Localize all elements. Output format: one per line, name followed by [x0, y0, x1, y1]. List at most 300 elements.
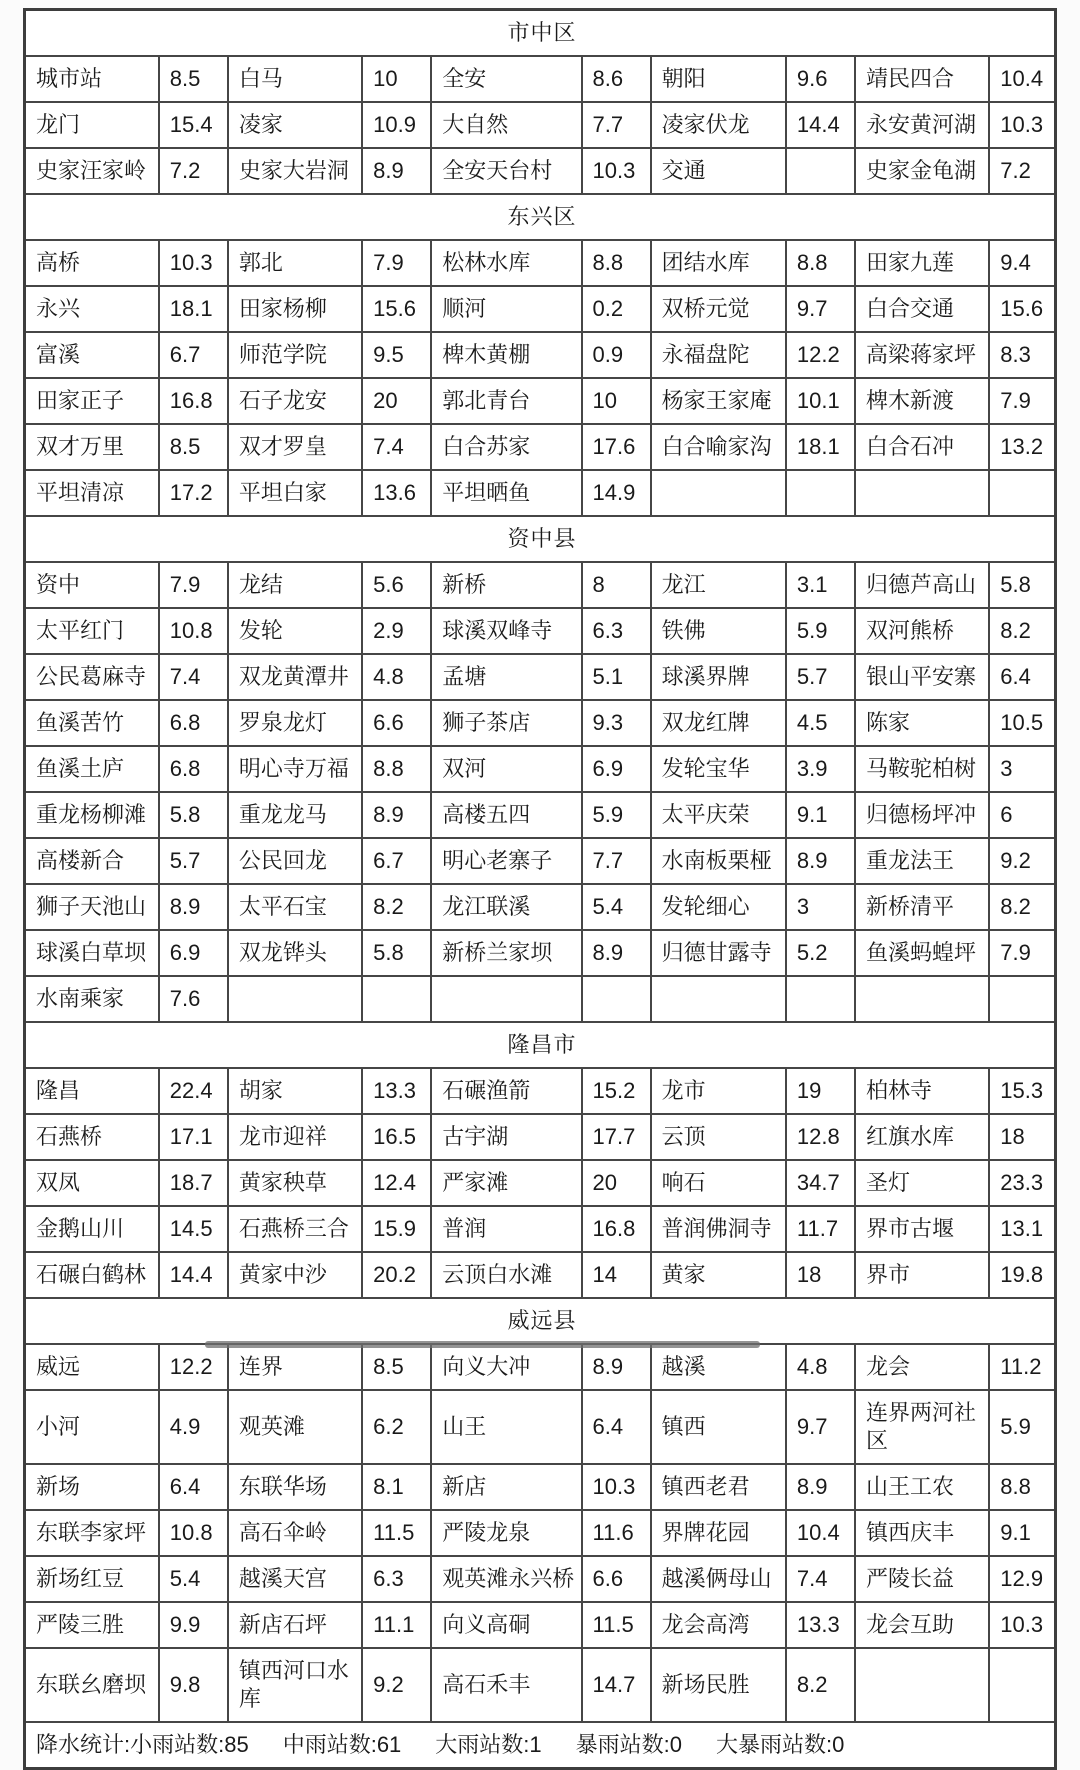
station-name-cell: 椑木黄棚	[431, 332, 581, 378]
rainfall-value-cell: 6.8	[159, 746, 228, 792]
rainfall-value-cell: 6.9	[582, 746, 651, 792]
rainfall-value-cell: 6.6	[582, 1556, 651, 1602]
station-name-cell: 镇西老君	[651, 1464, 786, 1510]
station-name-cell: 发轮细心	[651, 884, 786, 930]
station-name-cell: 高楼五四	[431, 792, 581, 838]
station-name-cell: 严陵三胜	[25, 1602, 159, 1648]
station-name-cell: 山王	[431, 1390, 581, 1464]
station-name-cell: 隆昌	[25, 1068, 159, 1114]
station-name-cell: 龙市	[651, 1068, 786, 1114]
table-row	[25, 286, 1056, 332]
station-name-cell: 全安天台村	[431, 148, 581, 194]
station-name-cell: 鱼溪蚂蝗坪	[855, 930, 989, 976]
rainfall-value-cell: 8.9	[582, 1344, 651, 1390]
rainfall-value-cell	[362, 976, 431, 1022]
station-name-cell: 孟塘	[431, 654, 581, 700]
rainfall-value-cell: 11.1	[362, 1602, 431, 1648]
station-name-cell: 重龙龙马	[228, 792, 362, 838]
rainfall-value-cell	[786, 976, 855, 1022]
station-name-cell: 太平石宝	[228, 884, 362, 930]
station-name-cell: 东联华场	[228, 1464, 362, 1510]
table-row	[25, 470, 1056, 516]
station-name-cell: 双河	[431, 746, 581, 792]
station-name-cell: 杨家王家庵	[651, 378, 786, 424]
station-name-cell: 明心老寨子	[431, 838, 581, 884]
table-row	[25, 1114, 1056, 1160]
rainfall-value-cell: 13.6	[362, 470, 431, 516]
rainfall-value-cell: 6.9	[159, 930, 228, 976]
station-name-cell: 重龙杨柳滩	[25, 792, 159, 838]
section-header-row	[25, 194, 1056, 240]
rainfall-value-cell: 7.2	[159, 148, 228, 194]
station-name-cell: 鱼溪苦竹	[25, 700, 159, 746]
rainfall-value-cell: 15.3	[989, 1068, 1055, 1114]
station-name-cell	[228, 976, 362, 1022]
table-row	[25, 1160, 1056, 1206]
rainfall-value-cell: 10.3	[159, 240, 228, 286]
summary-stat: 大雨站数:1	[435, 1732, 542, 1757]
station-name-cell: 龙会	[855, 1344, 989, 1390]
rainfall-value-cell: 10.3	[989, 102, 1055, 148]
section-title: 市中区	[25, 10, 1056, 57]
rainfall-value-cell: 12.2	[159, 1344, 228, 1390]
rainfall-value-cell: 8.6	[582, 56, 651, 102]
rainfall-value-cell: 10.3	[989, 1602, 1055, 1648]
station-name-cell: 狮子茶店	[431, 700, 581, 746]
rainfall-value-cell: 7.9	[159, 562, 228, 608]
rainfall-value-cell: 13.1	[989, 1206, 1055, 1252]
section-title: 资中县	[25, 516, 1056, 562]
station-name-cell: 史家大岩洞	[228, 148, 362, 194]
rainfall-value-cell: 6.4	[582, 1390, 651, 1464]
station-name-cell: 全安	[431, 56, 581, 102]
rainfall-value-cell: 6	[989, 792, 1055, 838]
station-name-cell: 归德芦高山	[855, 562, 989, 608]
rainfall-value-cell	[786, 148, 855, 194]
rainfall-value-cell: 8.2	[989, 884, 1055, 930]
rainfall-value-cell: 8.3	[989, 332, 1055, 378]
station-name-cell	[855, 976, 989, 1022]
table-row	[25, 838, 1056, 884]
rainfall-value-cell: 20.2	[362, 1252, 431, 1298]
station-name-cell: 龙江联溪	[431, 884, 581, 930]
rainfall-value-cell: 13.3	[786, 1602, 855, 1648]
rainfall-value-cell: 9.6	[786, 56, 855, 102]
rainfall-value-cell: 7.9	[989, 930, 1055, 976]
station-name-cell: 东联李家坪	[25, 1510, 159, 1556]
rainfall-value-cell: 9.5	[362, 332, 431, 378]
rainfall-value-cell: 7.7	[582, 838, 651, 884]
rainfall-value-cell: 15.6	[989, 286, 1055, 332]
station-name-cell: 严家滩	[431, 1160, 581, 1206]
rainfall-value-cell: 10.9	[362, 102, 431, 148]
rainfall-value-cell: 4.8	[362, 654, 431, 700]
station-name-cell: 田家正子	[25, 378, 159, 424]
rainfall-value-cell: 15.9	[362, 1206, 431, 1252]
next-content-cutoff-edge	[205, 1341, 760, 1348]
station-name-cell: 越溪俩母山	[651, 1556, 786, 1602]
table-row	[25, 332, 1056, 378]
rainfall-value-cell: 14.5	[159, 1206, 228, 1252]
rainfall-value-cell: 11.5	[582, 1602, 651, 1648]
table-row	[25, 884, 1056, 930]
station-name-cell: 新店石坪	[228, 1602, 362, 1648]
rainfall-value-cell: 6.3	[362, 1556, 431, 1602]
rainfall-value-cell: 3.1	[786, 562, 855, 608]
station-name-cell: 靖民四合	[855, 56, 989, 102]
rainfall-value-cell: 16.8	[582, 1206, 651, 1252]
rainfall-value-cell: 9.7	[786, 286, 855, 332]
rainfall-value-cell: 10.4	[989, 56, 1055, 102]
rainfall-value-cell: 8.9	[159, 884, 228, 930]
rainfall-value-cell	[582, 976, 651, 1022]
table-row	[25, 378, 1056, 424]
rainfall-value-cell: 15.6	[362, 286, 431, 332]
rainfall-value-cell: 8.9	[786, 1464, 855, 1510]
table-row	[25, 1206, 1056, 1252]
section-header-row	[25, 10, 1056, 57]
station-name-cell: 连界两河社区	[855, 1390, 989, 1464]
station-name-cell: 师范学院	[228, 332, 362, 378]
rainfall-value-cell: 12.9	[989, 1556, 1055, 1602]
rainfall-value-cell: 5.8	[362, 930, 431, 976]
rainfall-value-cell: 8	[582, 562, 651, 608]
station-name-cell: 狮子天池山	[25, 884, 159, 930]
station-name-cell: 平坦清凉	[25, 470, 159, 516]
station-name-cell: 水南板栗桠	[651, 838, 786, 884]
rainfall-value-cell: 14.7	[582, 1648, 651, 1722]
station-name-cell: 山王工农	[855, 1464, 989, 1510]
station-name-cell: 黄家中沙	[228, 1252, 362, 1298]
rainfall-value-cell: 17.7	[582, 1114, 651, 1160]
rainfall-value-cell: 9.7	[786, 1390, 855, 1464]
station-name-cell: 大自然	[431, 102, 581, 148]
station-name-cell: 镇西	[651, 1390, 786, 1464]
table-row	[25, 56, 1056, 102]
station-name-cell	[855, 470, 989, 516]
rainfall-value-cell: 10.4	[786, 1510, 855, 1556]
station-name-cell: 马鞍驼柏树	[855, 746, 989, 792]
station-name-cell: 朝阳	[651, 56, 786, 102]
station-name-cell: 白合喻家沟	[651, 424, 786, 470]
table-row	[25, 1648, 1056, 1722]
table-row	[25, 1390, 1056, 1464]
station-name-cell: 古宇湖	[431, 1114, 581, 1160]
station-name-cell: 新桥兰家坝	[431, 930, 581, 976]
station-name-cell: 红旗水库	[855, 1114, 989, 1160]
station-name-cell: 平坦白家	[228, 470, 362, 516]
rainfall-value-cell: 13.2	[989, 424, 1055, 470]
rainfall-value-cell: 11.2	[989, 1344, 1055, 1390]
summary-stat: 暴雨站数:0	[575, 1732, 683, 1757]
rainfall-value-cell: 6.3	[582, 608, 651, 654]
rainfall-value-cell: 34.7	[786, 1160, 855, 1206]
station-name-cell: 东联幺磨坝	[25, 1648, 159, 1722]
station-name-cell: 圣灯	[855, 1160, 989, 1206]
rainfall-value-cell: 3	[989, 746, 1055, 792]
rainfall-value-cell: 8.9	[362, 148, 431, 194]
rainfall-value-cell: 8.2	[989, 608, 1055, 654]
station-name-cell: 高桥	[25, 240, 159, 286]
summary-stat: 降水统计:小雨站数:85	[36, 1732, 249, 1757]
table-row	[25, 1068, 1056, 1114]
rainfall-value-cell: 7.4	[362, 424, 431, 470]
table-row	[25, 562, 1056, 608]
station-name-cell: 金鹅山川	[25, 1206, 159, 1252]
station-name-cell	[855, 1648, 989, 1722]
station-name-cell: 越溪	[651, 1344, 786, 1390]
section-title: 东兴区	[25, 194, 1056, 240]
station-name-cell: 龙结	[228, 562, 362, 608]
rainfall-value-cell: 7.4	[159, 654, 228, 700]
station-name-cell: 太平庆荣	[651, 792, 786, 838]
rainfall-value-cell: 12.8	[786, 1114, 855, 1160]
rainfall-value-cell: 7.7	[582, 102, 651, 148]
rainfall-value-cell: 12.2	[786, 332, 855, 378]
rainfall-value-cell: 18.1	[159, 286, 228, 332]
rainfall-value-cell	[989, 470, 1055, 516]
station-name-cell	[651, 470, 786, 516]
station-name-cell: 向义大冲	[431, 1344, 581, 1390]
section-title: 隆昌市	[25, 1022, 1056, 1068]
station-name-cell: 严陵龙泉	[431, 1510, 581, 1556]
rainfall-value-cell: 15.4	[159, 102, 228, 148]
rainfall-value-cell: 17.6	[582, 424, 651, 470]
station-name-cell: 田家杨柳	[228, 286, 362, 332]
station-name-cell: 向义高硐	[431, 1602, 581, 1648]
rainfall-value-cell: 9.1	[989, 1510, 1055, 1556]
rainfall-value-cell: 8.2	[786, 1648, 855, 1722]
station-name-cell: 观英滩	[228, 1390, 362, 1464]
station-name-cell: 双龙红牌	[651, 700, 786, 746]
rainfall-value-cell: 18	[989, 1114, 1055, 1160]
rainfall-value-cell: 22.4	[159, 1068, 228, 1114]
table-row	[25, 700, 1056, 746]
rainfall-value-cell: 8.9	[582, 930, 651, 976]
station-name-cell: 新场红豆	[25, 1556, 159, 1602]
table-row	[25, 1464, 1056, 1510]
rainfall-value-cell: 9.9	[159, 1602, 228, 1648]
station-name-cell: 银山平安寨	[855, 654, 989, 700]
rainfall-value-cell: 4.9	[159, 1390, 228, 1464]
rainfall-value-cell: 9.2	[362, 1648, 431, 1722]
rainfall-value-cell: 3.9	[786, 746, 855, 792]
station-name-cell: 严陵长益	[855, 1556, 989, 1602]
station-name-cell: 威远	[25, 1344, 159, 1390]
rainfall-value-cell: 18.7	[159, 1160, 228, 1206]
station-name-cell: 普润佛洞寺	[651, 1206, 786, 1252]
station-name-cell: 龙门	[25, 102, 159, 148]
station-name-cell: 球溪界牌	[651, 654, 786, 700]
rainfall-value-cell: 10.3	[582, 1464, 651, 1510]
table-row	[25, 930, 1056, 976]
section-header-row	[25, 1298, 1056, 1344]
rainfall-table	[23, 8, 1057, 1770]
rainfall-value-cell: 7.9	[989, 378, 1055, 424]
station-name-cell: 球溪白草坝	[25, 930, 159, 976]
station-name-cell: 郭北青台	[431, 378, 581, 424]
rainfall-value-cell: 14.4	[159, 1252, 228, 1298]
rainfall-value-cell: 10.8	[159, 608, 228, 654]
rainfall-value-cell: 9.4	[989, 240, 1055, 286]
station-name-cell: 越溪天宫	[228, 1556, 362, 1602]
rainfall-value-cell: 16.8	[159, 378, 228, 424]
station-name-cell: 罗泉龙灯	[228, 700, 362, 746]
rainfall-value-cell: 8.9	[786, 838, 855, 884]
rainfall-value-cell: 17.2	[159, 470, 228, 516]
rainfall-value-cell: 10	[582, 378, 651, 424]
rainfall-value-cell: 7.4	[786, 1556, 855, 1602]
rainfall-value-cell: 4.5	[786, 700, 855, 746]
station-name-cell: 球溪双峰寺	[431, 608, 581, 654]
rainfall-value-cell: 9.8	[159, 1648, 228, 1722]
rainfall-value-cell: 6.7	[362, 838, 431, 884]
summary-stat: 中雨站数:61	[282, 1732, 402, 1757]
station-name-cell: 富溪	[25, 332, 159, 378]
rainfall-value-cell: 9.3	[582, 700, 651, 746]
rainfall-value-cell: 5.9	[989, 1390, 1055, 1464]
station-name-cell: 松林水库	[431, 240, 581, 286]
station-name-cell: 白合交通	[855, 286, 989, 332]
rainfall-value-cell: 10	[362, 56, 431, 102]
station-name-cell: 龙会高湾	[651, 1602, 786, 1648]
rainfall-value-cell: 17.1	[159, 1114, 228, 1160]
station-name-cell	[431, 976, 581, 1022]
rainfall-value-cell: 18.1	[786, 424, 855, 470]
station-name-cell: 史家金龟湖	[855, 148, 989, 194]
table-row	[25, 424, 1056, 470]
rainfall-value-cell: 15.2	[582, 1068, 651, 1114]
station-name-cell: 郭北	[228, 240, 362, 286]
station-name-cell: 高石伞岭	[228, 1510, 362, 1556]
station-name-cell: 镇西庆丰	[855, 1510, 989, 1556]
table-row	[25, 240, 1056, 286]
station-name-cell: 界市	[855, 1252, 989, 1298]
station-name-cell: 普润	[431, 1206, 581, 1252]
rainfall-value-cell: 4.8	[786, 1344, 855, 1390]
station-name-cell: 镇西河口水库	[228, 1648, 362, 1722]
rainfall-value-cell: 5.7	[159, 838, 228, 884]
summary-stat: 大暴雨站数:0	[716, 1732, 845, 1757]
station-name-cell: 新店	[431, 1464, 581, 1510]
station-name-cell: 双才万里	[25, 424, 159, 470]
station-name-cell: 石碾渔箭	[431, 1068, 581, 1114]
table-row	[25, 792, 1056, 838]
station-name-cell: 连界	[228, 1344, 362, 1390]
rainfall-value-cell: 5.9	[582, 792, 651, 838]
summary-row	[25, 1722, 1056, 1769]
station-name-cell: 黄家秧草	[228, 1160, 362, 1206]
rainfall-value-cell: 6.8	[159, 700, 228, 746]
rainfall-value-cell: 7.2	[989, 148, 1055, 194]
rainfall-value-cell: 11.5	[362, 1510, 431, 1556]
station-name-cell: 界市古堰	[855, 1206, 989, 1252]
rainfall-table-body	[25, 10, 1056, 1769]
station-name-cell: 水南乘家	[25, 976, 159, 1022]
station-name-cell: 小河	[25, 1390, 159, 1464]
station-name-cell: 田家九莲	[855, 240, 989, 286]
table-row	[25, 1556, 1056, 1602]
station-name-cell: 龙市迎祥	[228, 1114, 362, 1160]
rainfall-value-cell: 8.8	[989, 1464, 1055, 1510]
station-name-cell: 白合苏家	[431, 424, 581, 470]
rainfall-value-cell: 8.8	[362, 746, 431, 792]
table-row	[25, 148, 1056, 194]
station-name-cell: 胡家	[228, 1068, 362, 1114]
rainfall-value-cell: 9.1	[786, 792, 855, 838]
rainfall-value-cell: 6.6	[362, 700, 431, 746]
station-name-cell: 交通	[651, 148, 786, 194]
station-name-cell: 陈家	[855, 700, 989, 746]
rainfall-value-cell: 5.8	[989, 562, 1055, 608]
station-name-cell: 新桥清平	[855, 884, 989, 930]
station-name-cell: 石碾白鹤林	[25, 1252, 159, 1298]
station-name-cell: 云顶	[651, 1114, 786, 1160]
rainfall-value-cell: 19.8	[989, 1252, 1055, 1298]
rainfall-value-cell: 6.4	[989, 654, 1055, 700]
station-name-cell: 龙会互助	[855, 1602, 989, 1648]
rainfall-value-cell: 20	[582, 1160, 651, 1206]
rainfall-value-cell: 10.1	[786, 378, 855, 424]
rainfall-value-cell: 18	[786, 1252, 855, 1298]
station-name-cell: 鱼溪土庐	[25, 746, 159, 792]
station-name-cell: 归德甘露寺	[651, 930, 786, 976]
rainfall-value-cell: 5.4	[159, 1556, 228, 1602]
table-row	[25, 746, 1056, 792]
station-name-cell: 双桥元觉	[651, 286, 786, 332]
station-name-cell: 高石禾丰	[431, 1648, 581, 1722]
rainfall-value-cell: 5.1	[582, 654, 651, 700]
station-name-cell: 顺河	[431, 286, 581, 332]
rainfall-value-cell: 0.9	[582, 332, 651, 378]
rainfall-value-cell: 20	[362, 378, 431, 424]
station-name-cell: 石燕桥	[25, 1114, 159, 1160]
section-title: 威远县	[25, 1298, 1056, 1344]
rainfall-value-cell: 8.2	[362, 884, 431, 930]
station-name-cell: 资中	[25, 562, 159, 608]
table-row	[25, 1344, 1056, 1390]
station-name-cell: 重龙法王	[855, 838, 989, 884]
section-header-row	[25, 1022, 1056, 1068]
station-name-cell: 云顶白水滩	[431, 1252, 581, 1298]
station-name-cell: 永安黄河湖	[855, 102, 989, 148]
station-name-cell: 团结水库	[651, 240, 786, 286]
station-name-cell: 凌家	[228, 102, 362, 148]
precipitation-summary	[25, 1722, 1056, 1769]
station-name-cell: 观英滩永兴桥	[431, 1556, 581, 1602]
station-name-cell: 柏林寺	[855, 1068, 989, 1114]
station-name-cell: 新场	[25, 1464, 159, 1510]
station-name-cell: 平坦晒鱼	[431, 470, 581, 516]
station-name-cell: 双龙铧头	[228, 930, 362, 976]
station-name-cell: 双凤	[25, 1160, 159, 1206]
station-name-cell: 太平红门	[25, 608, 159, 654]
rainfall-value-cell: 5.4	[582, 884, 651, 930]
station-name-cell: 归德杨坪冲	[855, 792, 989, 838]
station-name-cell: 石子龙安	[228, 378, 362, 424]
table-row	[25, 608, 1056, 654]
station-name-cell: 公民葛麻寺	[25, 654, 159, 700]
rainfall-value-cell: 12.4	[362, 1160, 431, 1206]
rainfall-value-cell: 16.5	[362, 1114, 431, 1160]
station-name-cell: 史家汪家岭	[25, 148, 159, 194]
rainfall-value-cell: 23.3	[989, 1160, 1055, 1206]
rainfall-value-cell: 6.4	[159, 1464, 228, 1510]
table-row	[25, 102, 1056, 148]
rainfall-value-cell: 6.2	[362, 1390, 431, 1464]
rainfall-value-cell: 8.5	[362, 1344, 431, 1390]
station-name-cell	[651, 976, 786, 1022]
